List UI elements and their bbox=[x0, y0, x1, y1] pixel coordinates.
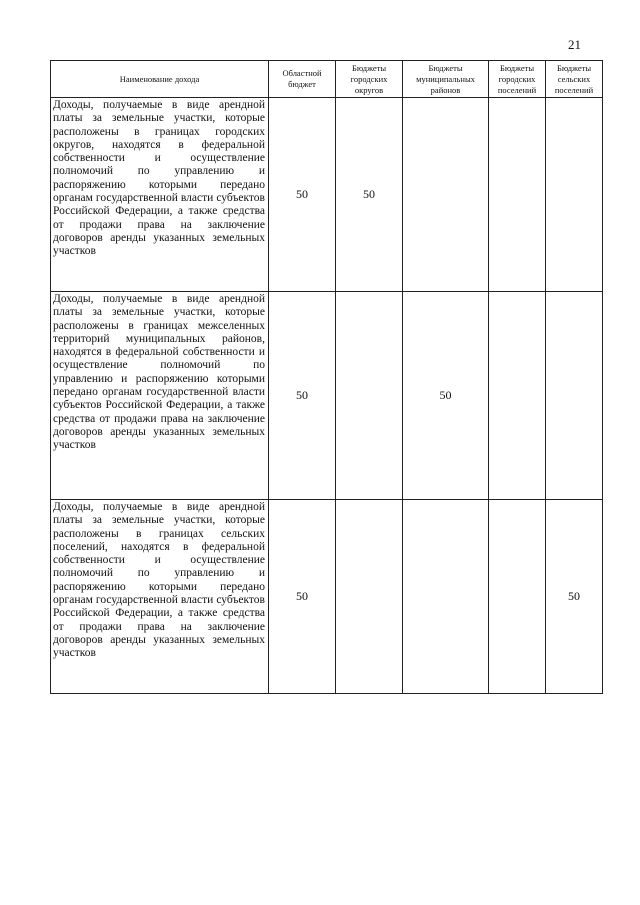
table-row bbox=[51, 292, 603, 500]
regional-budget-value: 50 bbox=[269, 98, 336, 292]
urban-settlement-budgets-value bbox=[489, 98, 546, 292]
urban-settlement-budgets-value bbox=[489, 500, 546, 694]
city-district-budgets-value bbox=[336, 292, 403, 500]
city-district-budgets-value bbox=[336, 500, 403, 694]
revenue-distribution-table bbox=[50, 60, 603, 694]
municipal-district-budgets-value bbox=[403, 500, 489, 694]
municipal-district-budgets-value: 50 bbox=[403, 292, 489, 500]
city-district-budgets-value: 50 bbox=[336, 98, 403, 292]
table-row bbox=[51, 98, 603, 292]
rural-settlement-budgets-value bbox=[546, 292, 603, 500]
rural-settlement-budgets-value: 50 bbox=[546, 500, 603, 694]
revenue-description: Доходы, получаемые в виде арендной платы за земельные участки, которые расположены в границах городских округов, находятся в федеральной собственности и осуществление полномочий по управлению и распоряжению которыми передано органам государственной власти субъектов Российской Федерации, а также средства от продажи права на заключение договоров аренды указанных земельных участков bbox=[51, 98, 269, 292]
rural-settlement-budgets-value bbox=[546, 98, 603, 292]
page-number: 21 bbox=[568, 37, 581, 52]
table-row bbox=[51, 500, 603, 694]
regional-budget-value: 50 bbox=[269, 292, 336, 500]
table-header-row bbox=[51, 61, 603, 98]
column-header-regional-budget: Областной бюджет bbox=[269, 61, 336, 98]
column-header-rural-settlement-budgets: Бюджеты сельских поселений bbox=[546, 61, 603, 98]
column-header-revenue-name: Наименование дохода bbox=[51, 61, 269, 98]
column-header-urban-settlement-budgets: Бюджеты городских поселений bbox=[489, 61, 546, 98]
column-header-municipal-district-budgets: Бюджеты муниципальных районов bbox=[403, 61, 489, 98]
revenue-description: Доходы, получаемые в виде арендной платы за земельные участки, которые расположены в границах межселенных территорий муниципальных районов, находятся в федеральной собственности и осуществление полномочий по управлению и распоряжению которыми передано органам государственной власти субъектов Российской Федерации, а также средства от продажи права на заключение договоров аренды указанных земельных участков bbox=[51, 292, 269, 500]
revenue-description: Доходы, получаемые в виде арендной платы за земельные участки, которые расположены в границах сельских поселений, находятся в федеральной собственности и осуществление полномочий по управлению и распоряжению которыми передано органам государственной власти субъектов Российской Федерации, а также средства от продажи права на заключение договоров аренды указанных земельных участков bbox=[51, 500, 269, 694]
column-header-city-district-budgets: Бюджеты городских округов bbox=[336, 61, 403, 98]
urban-settlement-budgets-value bbox=[489, 292, 546, 500]
regional-budget-value: 50 bbox=[269, 500, 336, 694]
municipal-district-budgets-value bbox=[403, 98, 489, 292]
